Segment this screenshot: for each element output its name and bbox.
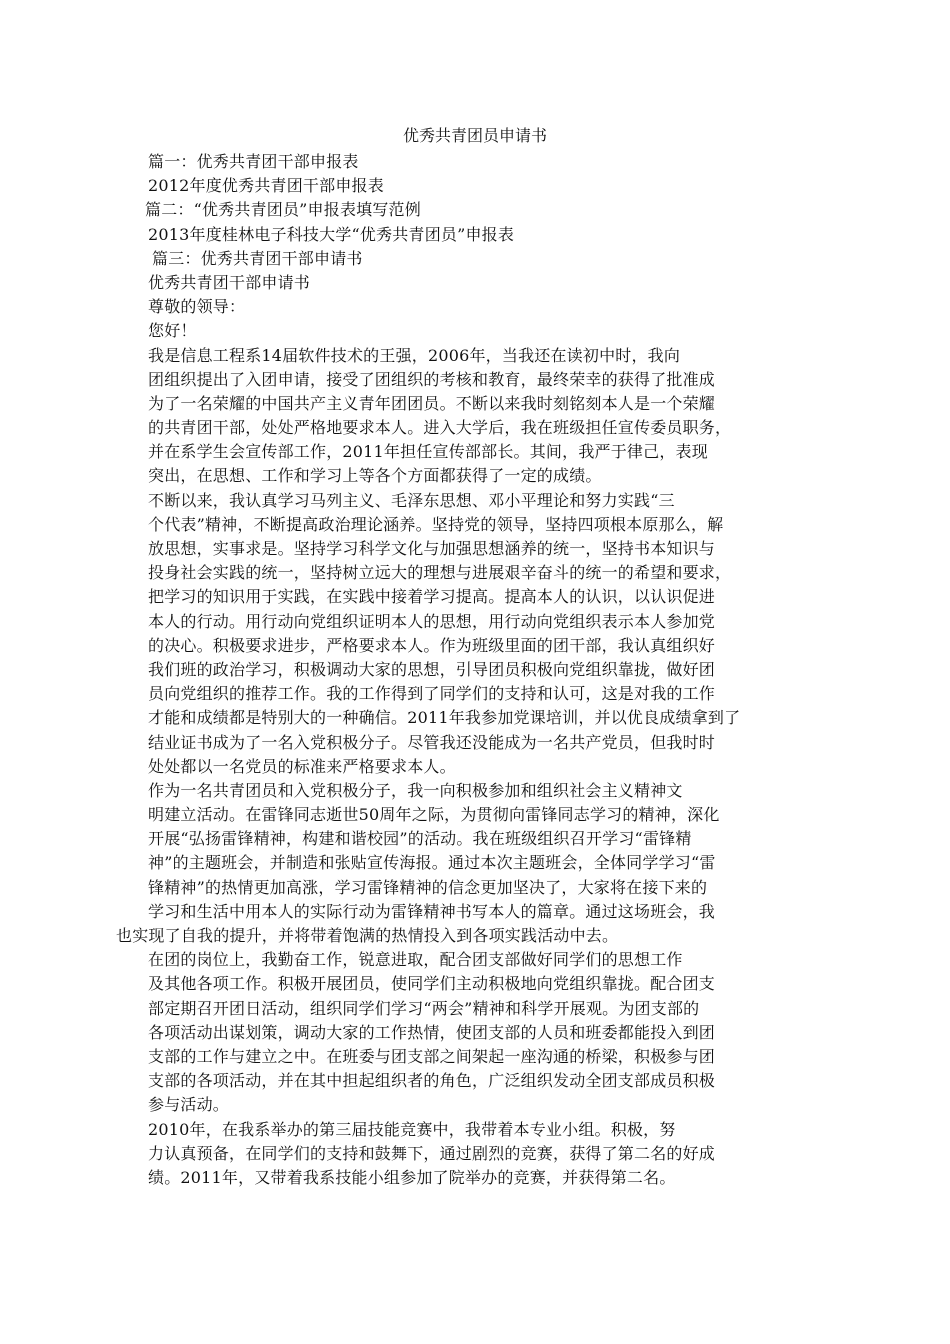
text-line: 2012年度优秀共青团干部申报表 (148, 176, 384, 196)
text-line: 绩。2011年，又带着我系技能小组参加了院举办的竞赛，并获得第二名。 (148, 1167, 676, 1187)
text-line: 尊敬的领导： (148, 297, 246, 317)
text-line: 个代表”精神，不断提高政治理论涵养。坚持党的领导，坚持四项根本原那么，解 (148, 514, 724, 534)
text-line: 结业证书成为了一名入党积极分子。尽管我还没能成为一名共产党员，但我时时 (148, 732, 716, 752)
text-line: 投身社会实践的统一，坚持树立远大的理想与进展艰辛奋斗的统一的希望和要求， (148, 563, 732, 583)
text-line: 锋精神”的热情更加高涨，学习雷锋精神的信念更加坚决了，大家将在接下来的 (148, 877, 708, 897)
text-line: 支部的工作与建立之中。在班委与团支部之间架起一座沟通的桥梁，积极参与团 (148, 1046, 716, 1066)
text-line: 部定期召开团日活动，组织同学们学习“两会”精神和科学开展观。为团支部的 (148, 998, 700, 1018)
text-line: 各项活动出谋划策，调动大家的工作热情，使团支部的人员和班委都能投入到团 (148, 1022, 716, 1042)
text-line: 不断以来，我认真学习马列主义、毛泽东思想、邓小平理论和努力实践“三 (148, 490, 675, 510)
text-line: 把学习的知识用于实践，在实践中接着学习提高。提高本人的认识，以认识促进 (148, 587, 716, 607)
text-line: 篇一：优秀共青团干部申报表 (148, 152, 359, 171)
text-line: 明建立活动。在雷锋同志逝世50周年之际，为贯彻向雷锋同志学习的精神，深化 (148, 805, 720, 825)
text-line: 作为一名共青团员和入党积极分子，我一向积极参加和组织社会主义精神文 (148, 780, 683, 800)
text-line: 支部的各项活动，并在其中担起组织者的角色，广泛组织发动全团支部成员积极 (148, 1071, 716, 1091)
text-line: 的共青团干部，处处严格地要求本人。进入大学后，我在班级担任宣传委员职务， (148, 418, 732, 438)
document-body (0, 150, 950, 1190)
text-line: 篇二：“优秀共青团员”申报表填写范例 (145, 200, 421, 220)
document-title: 优秀共青团员申请书 (402, 126, 547, 145)
text-line: 在团的岗位上，我勤奋工作，锐意进取，配合团支部做好同学们的思想工作 (148, 950, 683, 970)
text-line: 我们班的政治学习，积极调动大家的思想，引导团员积极向党组织靠拢，做好团 (148, 659, 716, 679)
text-line: 及其他各项工作。积极开展团员，使同学们主动积极地向党组织靠拢。配合团支 (148, 974, 716, 994)
text-line: 处处都以一名党员的标准来严格要求本人。 (148, 756, 456, 776)
text-line: 学习和生活中用本人的实际行动为雷锋精神书写本人的篇章。通过这场班会，我 (148, 901, 716, 921)
text-line: 突出，在思想、工作和学习上等各个方面都获得了一定的成绩。 (148, 466, 602, 486)
text-line: 为了一名荣耀的中国共产主义青年团团员。不断以来我时刻铭刻本人是一个荣耀 (148, 393, 716, 413)
text-line: 神”的主题班会，并制造和张贴宣传海报。通过本次主题班会，全体同学学习“雷 (148, 853, 716, 873)
text-line: 的决心。积极要求进步，严格要求本人。作为班级里面的团干部，我认真组织好 (148, 635, 716, 655)
text-line: 您好！ (148, 321, 197, 341)
text-line: 才能和成绩都是特别大的一种确信。2011年我参加党课培训，并以优良成绩拿到了 (148, 708, 741, 728)
text-line: 并在系学生会宣传部工作，2011年担任宣传部部长。其间，我严于律己，表现 (148, 442, 708, 462)
text-line: 团组织提出了入团申请，接受了团组织的考核和教育，最终荣幸的获得了批准成 (148, 369, 716, 389)
text-line: 我是信息工程系14届软件技术的王强，2006年，当我还在读初中时，我向 (148, 345, 681, 365)
text-line: 参与活动。 (148, 1095, 230, 1115)
text-line: 员向党组织的推荐工作。我的工作得到了同学们的支持和认可，这是对我的工作 (148, 684, 716, 704)
text-line: 2010年，在我系举办的第三届技能竞赛中，我带着本专业小组。积极，努 (148, 1119, 676, 1139)
text-line: 力认真预备，在同学们的支持和鼓舞下，通过剧烈的竞赛，获得了第二名的好成 (148, 1143, 716, 1163)
text-line: 也实现了自我的提升，并将带着饱满的热情投入到各项实践活动中去。 (116, 926, 619, 945)
text-line: 2013年度桂林电子科技大学“优秀共青团员”申报表 (148, 224, 515, 244)
text-line: 优秀共青团干部申请书 (148, 272, 311, 292)
text-line: 开展“弘扬雷锋精神，构建和谐校园”的活动。我在班级组织召开学习“雷锋精 (148, 829, 692, 849)
text-line: 放思想，实事求是。坚持学习科学文化与加强思想涵养的统一，坚持书本知识与 (148, 539, 716, 558)
text-line: 篇三：优秀共青团干部申请书 (152, 248, 363, 268)
text-line: 本人的行动。用行动向党组织证明本人的思想，用行动向党组织表示本人参加党 (148, 611, 716, 631)
